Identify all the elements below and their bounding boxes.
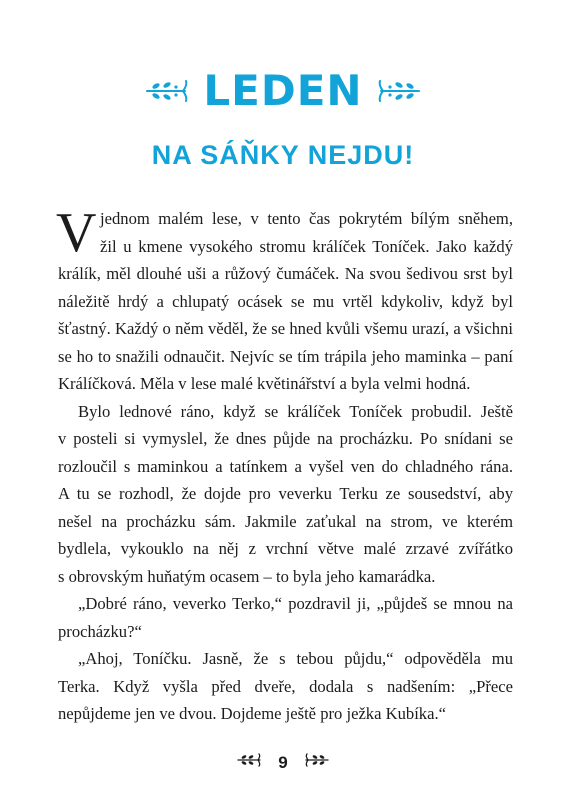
text-line: nepůjdeme jen ve dvou. Dojdeme ještě pro ježka Kubíka.“ [58, 704, 446, 723]
text-line: šťastný. Každý o něm věděl, že se hned kvůli všemu urazí, a všichni [58, 319, 513, 338]
leaf-sprig-icon [143, 78, 189, 104]
drop-cap: V [56, 202, 97, 264]
text-line: A tu se rozhodl, že dojde pro veverku Terku ze sousedství, aby [58, 484, 513, 503]
text-line: žil u kmene vysokého stromu králíček Toníček. Jako každý [100, 236, 513, 256]
chapter-heading [0, 66, 566, 115]
text-line: nešel na procházku sám. Jakmile zaťukal na strom, ve kterém [58, 511, 513, 531]
text-line: se ho to snažili odnaučit. Nejvíc se tím trápila jeho maminka – paní [58, 346, 513, 366]
text-line: Bylo lednové ráno, když se králíček Toníček probudil. Ještě [78, 401, 513, 421]
text-line: s obrovským huňatým ocasem – to byla jeho kamarádka. [58, 566, 436, 586]
page-footer [0, 752, 566, 773]
chapter-subtitle: NA SÁŇKY NEJDU! [151, 140, 415, 170]
chapter-title: LEDEN [203, 66, 363, 115]
text-line: Terka. Když vyšla před dveře, dodala s nadšením: „Přece [58, 676, 513, 696]
text-line: náležitě hrdý a chlupatý ocásek se mu vrtěl kdykoliv, když byl [58, 291, 513, 311]
text-line: rozloučil s maminkou a tatínkem a vyšel ven do chladného rána. [58, 456, 513, 476]
leaf-sprig-icon [377, 78, 423, 104]
floral-ornament-icon [304, 752, 330, 773]
text-line: v posteli si vymyslel, že dnes půjde na procházku. Po snídani se [58, 429, 513, 448]
floral-ornament-icon [236, 752, 262, 773]
text-line: „Ahoj, Toníčku. Jasně, že s tebou půjdu,“ odpověděla mu [78, 649, 513, 668]
text-line: Králíčková. Měla v lese malé květinářství a byla velmi hodná. [58, 374, 471, 393]
story-text [56, 202, 513, 728]
text-line: procházku?“ [58, 621, 142, 641]
text-line: „Dobré ráno, veverko Terko,“ pozdravil ji, „půjdeš se mnou na [78, 594, 513, 613]
page-number: 9 [278, 752, 288, 772]
text-line: králík, měl dlouhé uši a růžový čumáček. Na svou šedivou srst byl [58, 264, 513, 283]
text-line: bydlela, vykouklo na něj z vrchní větve malé zrzavé zvířátko [58, 539, 513, 558]
text-line: jednom malém lese, v tento čas pokrytém bílým sněhem, [100, 209, 513, 228]
